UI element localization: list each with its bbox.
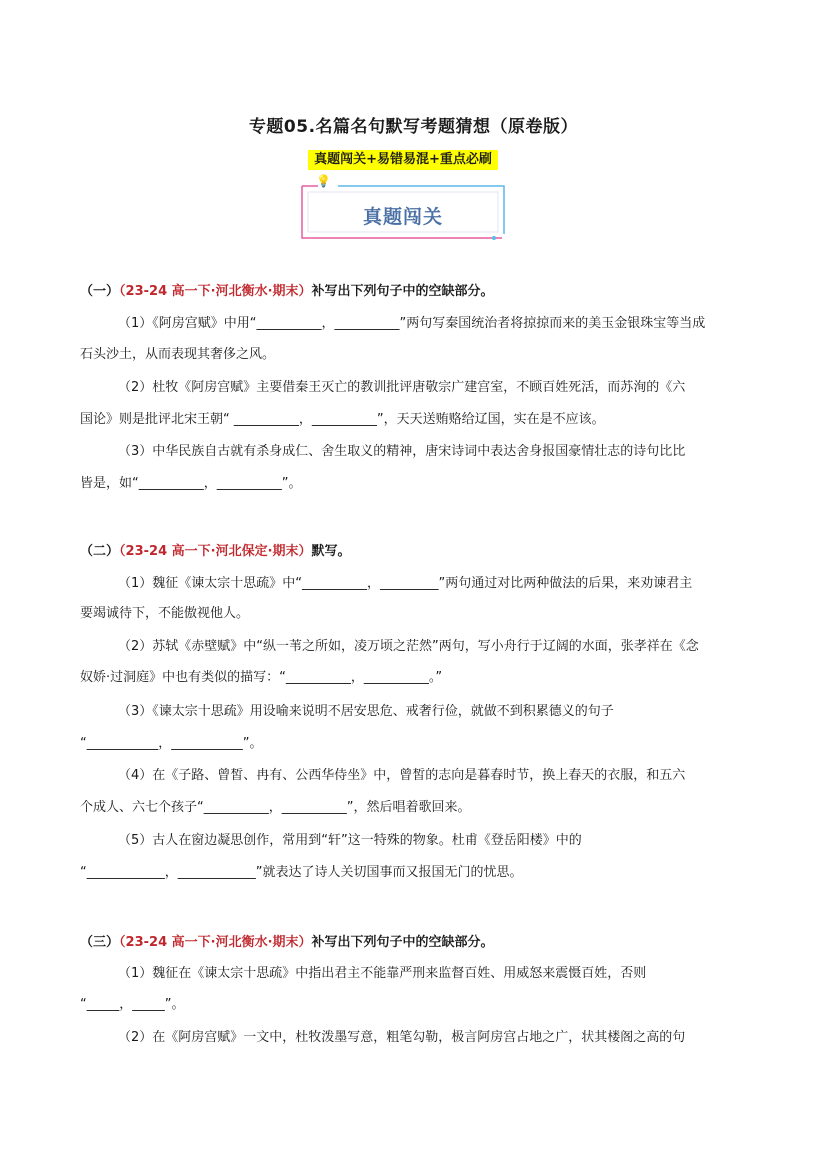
question-line: 奴娇·过洞庭》中也有类似的描写：“__________，__________。” xyxy=(80,670,443,685)
question-line: （4）在《子路、曾皙、冉有、公西华侍坐》中，曾皙的志向是暮春时节，换上春天的衣服，和五六 xyxy=(118,768,686,783)
exam-source: 23-24 高一下·河北保定·期末 xyxy=(125,544,299,559)
section-banner xyxy=(298,174,508,242)
source-close: ） xyxy=(298,544,312,559)
section-number: （一） xyxy=(80,284,120,299)
question-line: （5）古人在窗边凝思创作，常用到“轩”这一特殊的物象。杜甫《登岳阳楼》中的 xyxy=(118,833,582,848)
source-open: （ xyxy=(119,935,126,950)
question-line: “_____，_____”。 xyxy=(80,997,185,1012)
section-instruction: 默写。 xyxy=(311,544,351,559)
banner-title: 真题闯关 xyxy=(362,206,443,228)
section-heading-3 xyxy=(80,931,494,950)
question-line: “____________，____________”就表达了诗人关切国事而又报国无门的忧思。 xyxy=(80,865,523,880)
question-line: （3）《谏太宗十思疏》用设喻来说明不居安思危、戒奢行俭，就做不到积累德义的句子 xyxy=(118,704,614,719)
question-line: 国论》则是批评北宋王朝“ __________，__________”，天天送贿赂给辽国，实在是不应该。 xyxy=(80,412,605,427)
source-open: （ xyxy=(119,284,126,299)
section-number: （二） xyxy=(80,544,120,559)
question-line: 石头沙土，从而表现其奢侈之风。 xyxy=(80,347,276,362)
source-close: ） xyxy=(298,935,312,950)
document-title: 专题05.名篇名句默写考题猜想（原卷版） xyxy=(248,117,579,137)
highlighted-tagline: 真题闯关+易错易混+重点必刷 xyxy=(308,150,498,170)
section-instruction: 补写出下列句子中的空缺部分。 xyxy=(311,284,494,299)
question-line: 皆是，如“__________，__________”。 xyxy=(80,476,302,491)
question-line: （1）魏征在《谏太宗十思疏》中指出君主不能靠严刑来监督百姓、用威怒来震慑百姓，否则 xyxy=(118,966,647,981)
section-number: （三） xyxy=(80,935,120,950)
source-close: ） xyxy=(298,284,312,299)
question-line: “___________，___________”。 xyxy=(80,736,263,751)
question-line: （2）杜牧《阿房宫赋》主要借秦王灭亡的教训批评唐敬宗广建宫室，不顾百姓死活，而苏洵的《六 xyxy=(118,380,686,395)
lightbulb-icon: 💡 xyxy=(316,174,331,188)
section-instruction: 补写出下列句子中的空缺部分。 xyxy=(311,935,494,950)
source-open: （ xyxy=(119,544,126,559)
question-line: 要竭诚待下，不能傲视他人。 xyxy=(80,606,250,621)
exam-source: 23-24 高一下·河北衡水·期末 xyxy=(125,935,299,950)
question-line: （2）在《阿房宫赋》一文中，杜牧泼墨写意，粗笔勾勒，极言阿房宫占地之广，状其楼阁之高的句 xyxy=(118,1030,686,1045)
question-line: （2）苏轼《赤壁赋》中“纵一苇之所如，凌万顷之茫然”两句，写小舟行于辽阔的水面，张孝祥在《念 xyxy=(118,639,699,654)
section-heading-2 xyxy=(80,540,351,559)
question-line: 个成人、六七个孩子“__________，__________”，然后唱着歌回来。 xyxy=(80,800,471,815)
question-line: （1）魏征《谏太宗十思疏》中“__________，_________”两句通过对比两种做法的后果，来劝谏君主 xyxy=(118,576,693,591)
question-line: （3）中华民族自古就有杀身成仁、舍生取义的精神，唐宋诗词中表达舍身报国豪情壮志的诗句比比 xyxy=(118,444,686,459)
section-heading-1 xyxy=(80,280,494,299)
question-line: （1）《阿房宫赋》中用“__________，__________”两句写秦国统治者将掠掠而来的美玉金银珠宝等当成 xyxy=(118,316,706,331)
exam-source: 23-24 高一下·河北衡水·期末 xyxy=(125,284,299,299)
